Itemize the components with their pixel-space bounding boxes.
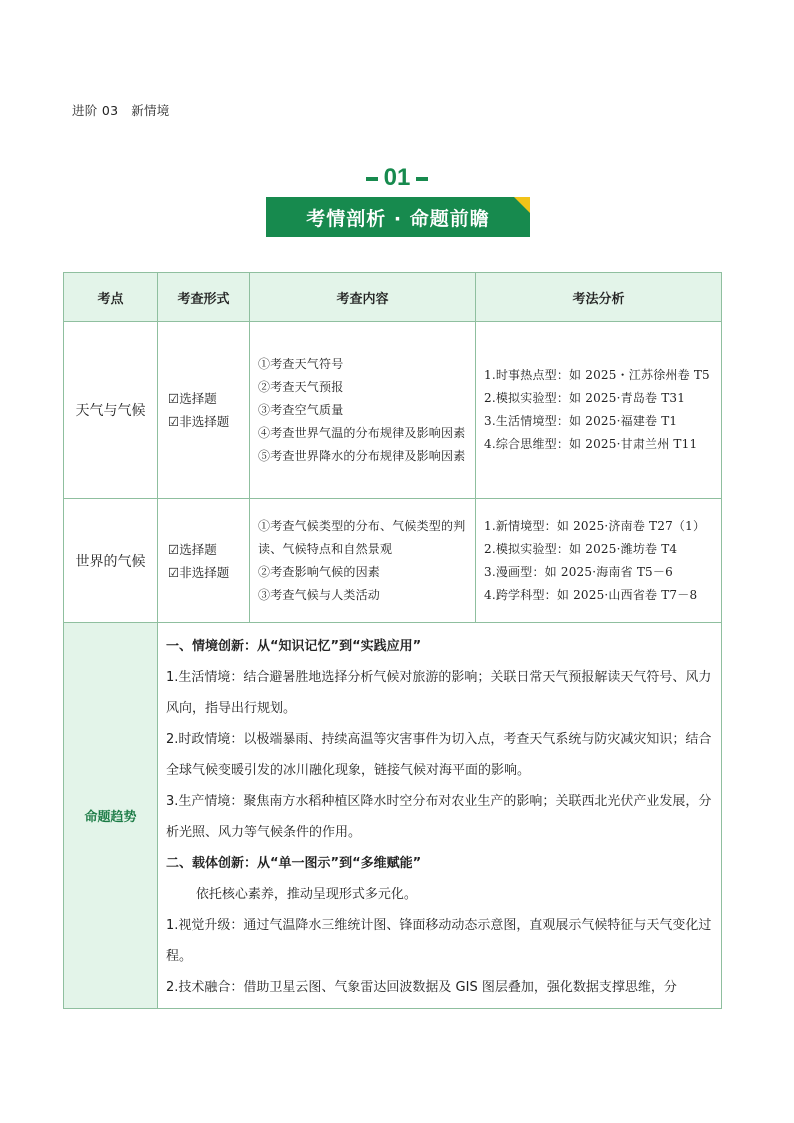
col-header-analysis: 考法分析 bbox=[476, 273, 722, 322]
trend-paragraph: 1.生活情境：结合避暑胜地选择分析气候对旅游的影响；关联日常天气预报解读天气符号、风力风向，指导出行规划。 bbox=[166, 669, 712, 716]
col-header-content: 考查内容 bbox=[250, 273, 476, 322]
form-item: ☑非选择题 bbox=[168, 414, 230, 429]
trend-paragraph: 3.生产情境：聚焦南方水稻种植区降水时空分布对农业生产的影响；关联西北光伏产业发展，分析光照、风力等气候条件的作用。 bbox=[166, 793, 712, 840]
form-item: ☑非选择题 bbox=[168, 564, 230, 580]
trend-row bbox=[64, 623, 722, 1009]
trend-paragraph: 2.时政情境：以极端暴雨、持续高温等灾害事件为切入点，考查天气系统与防灾减灾知识；结合全球气候变暖引发的冰川融化现象，链接气候对海平面的影响。 bbox=[166, 731, 712, 778]
content-item: ②考查天气预报 bbox=[258, 379, 344, 394]
content-item: ②考查影响气候的因素 bbox=[258, 564, 381, 579]
form-item: ☑选择题 bbox=[168, 391, 217, 406]
section-number bbox=[0, 164, 794, 192]
col-header-topic: 考点 bbox=[64, 273, 158, 322]
dash-left bbox=[366, 177, 378, 181]
topic-cell: 天气与气候 bbox=[64, 322, 158, 499]
trend-heading: 一、情境创新：从“知识记忆”到“实践应用” bbox=[166, 638, 422, 654]
dash-right bbox=[416, 177, 428, 181]
content-item: ③考查空气质量 bbox=[258, 402, 344, 417]
analysis-item: 4.跨学科型：如 2025·山西省卷 T7－8 bbox=[484, 587, 698, 602]
table-header-row bbox=[64, 273, 722, 322]
chapter-label: 进阶 03 新情境 bbox=[72, 103, 170, 118]
analysis-item: 2.模拟实验型：如 2025·潍坊卷 T4 bbox=[484, 541, 678, 556]
trend-content bbox=[158, 623, 722, 1009]
banner-corner-decoration bbox=[514, 197, 530, 213]
content-cell bbox=[250, 499, 476, 623]
analysis-cell bbox=[476, 322, 722, 499]
section-title: 考情剖析 · 命题前瞻 bbox=[306, 207, 490, 230]
trend-label: 命题趋势 bbox=[64, 623, 158, 1009]
content-item: ③考查气候与人类活动 bbox=[258, 587, 381, 602]
form-item: ☑选择题 bbox=[168, 541, 217, 557]
trend-paragraph: 依托核心素养，推动呈现形式多元化。 bbox=[195, 886, 417, 902]
content-item: ①考查气候类型的分布、气候类型的判读、气候特点和自然景观 bbox=[258, 518, 466, 556]
content-item: ④考查世界气温的分布规律及影响因素 bbox=[258, 425, 466, 440]
trend-paragraph: 1.视觉升级：通过气温降水三维统计图、锋面移动动态示意图，直观展示气候特征与天气变化过程。 bbox=[166, 917, 712, 964]
analysis-cell bbox=[476, 499, 722, 623]
col-header-form: 考查形式 bbox=[158, 273, 250, 322]
exam-analysis-table bbox=[63, 272, 722, 1009]
analysis-item: 3.漫画型：如 2025·海南省 T5－6 bbox=[484, 564, 673, 579]
section-banner bbox=[266, 197, 530, 237]
form-cell bbox=[158, 499, 250, 623]
content-item: ⑤考查世界降水的分布规律及影响因素 bbox=[258, 448, 466, 463]
table-row bbox=[64, 322, 722, 499]
content-cell bbox=[250, 322, 476, 499]
content-item: ①考查天气符号 bbox=[258, 356, 344, 371]
analysis-item: 2.模拟实验型：如 2025·青岛卷 T31 bbox=[484, 391, 686, 405]
analysis-item: 4.综合思维型：如 2025·甘肃兰州 T11 bbox=[484, 437, 698, 451]
topic-cell: 世界的气候 bbox=[64, 499, 158, 623]
section-number-text: 01 bbox=[383, 164, 411, 191]
analysis-item: 1.时事热点型：如 2025・江苏徐州卷 T5 bbox=[484, 368, 710, 382]
table-row bbox=[64, 499, 722, 623]
analysis-item: 1.新情境型：如 2025·济南卷 T27（1） bbox=[484, 518, 706, 533]
trend-paragraph: 2.技术融合：借助卫星云图、气象雷达回波数据及 GIS 图层叠加，强化数据支撑思维，分 bbox=[166, 979, 677, 995]
form-cell bbox=[158, 322, 250, 499]
analysis-item: 3.生活情境型：如 2025·福建卷 T1 bbox=[484, 414, 678, 428]
trend-heading: 二、载体创新：从“单一图示”到“多维赋能” bbox=[166, 855, 422, 871]
